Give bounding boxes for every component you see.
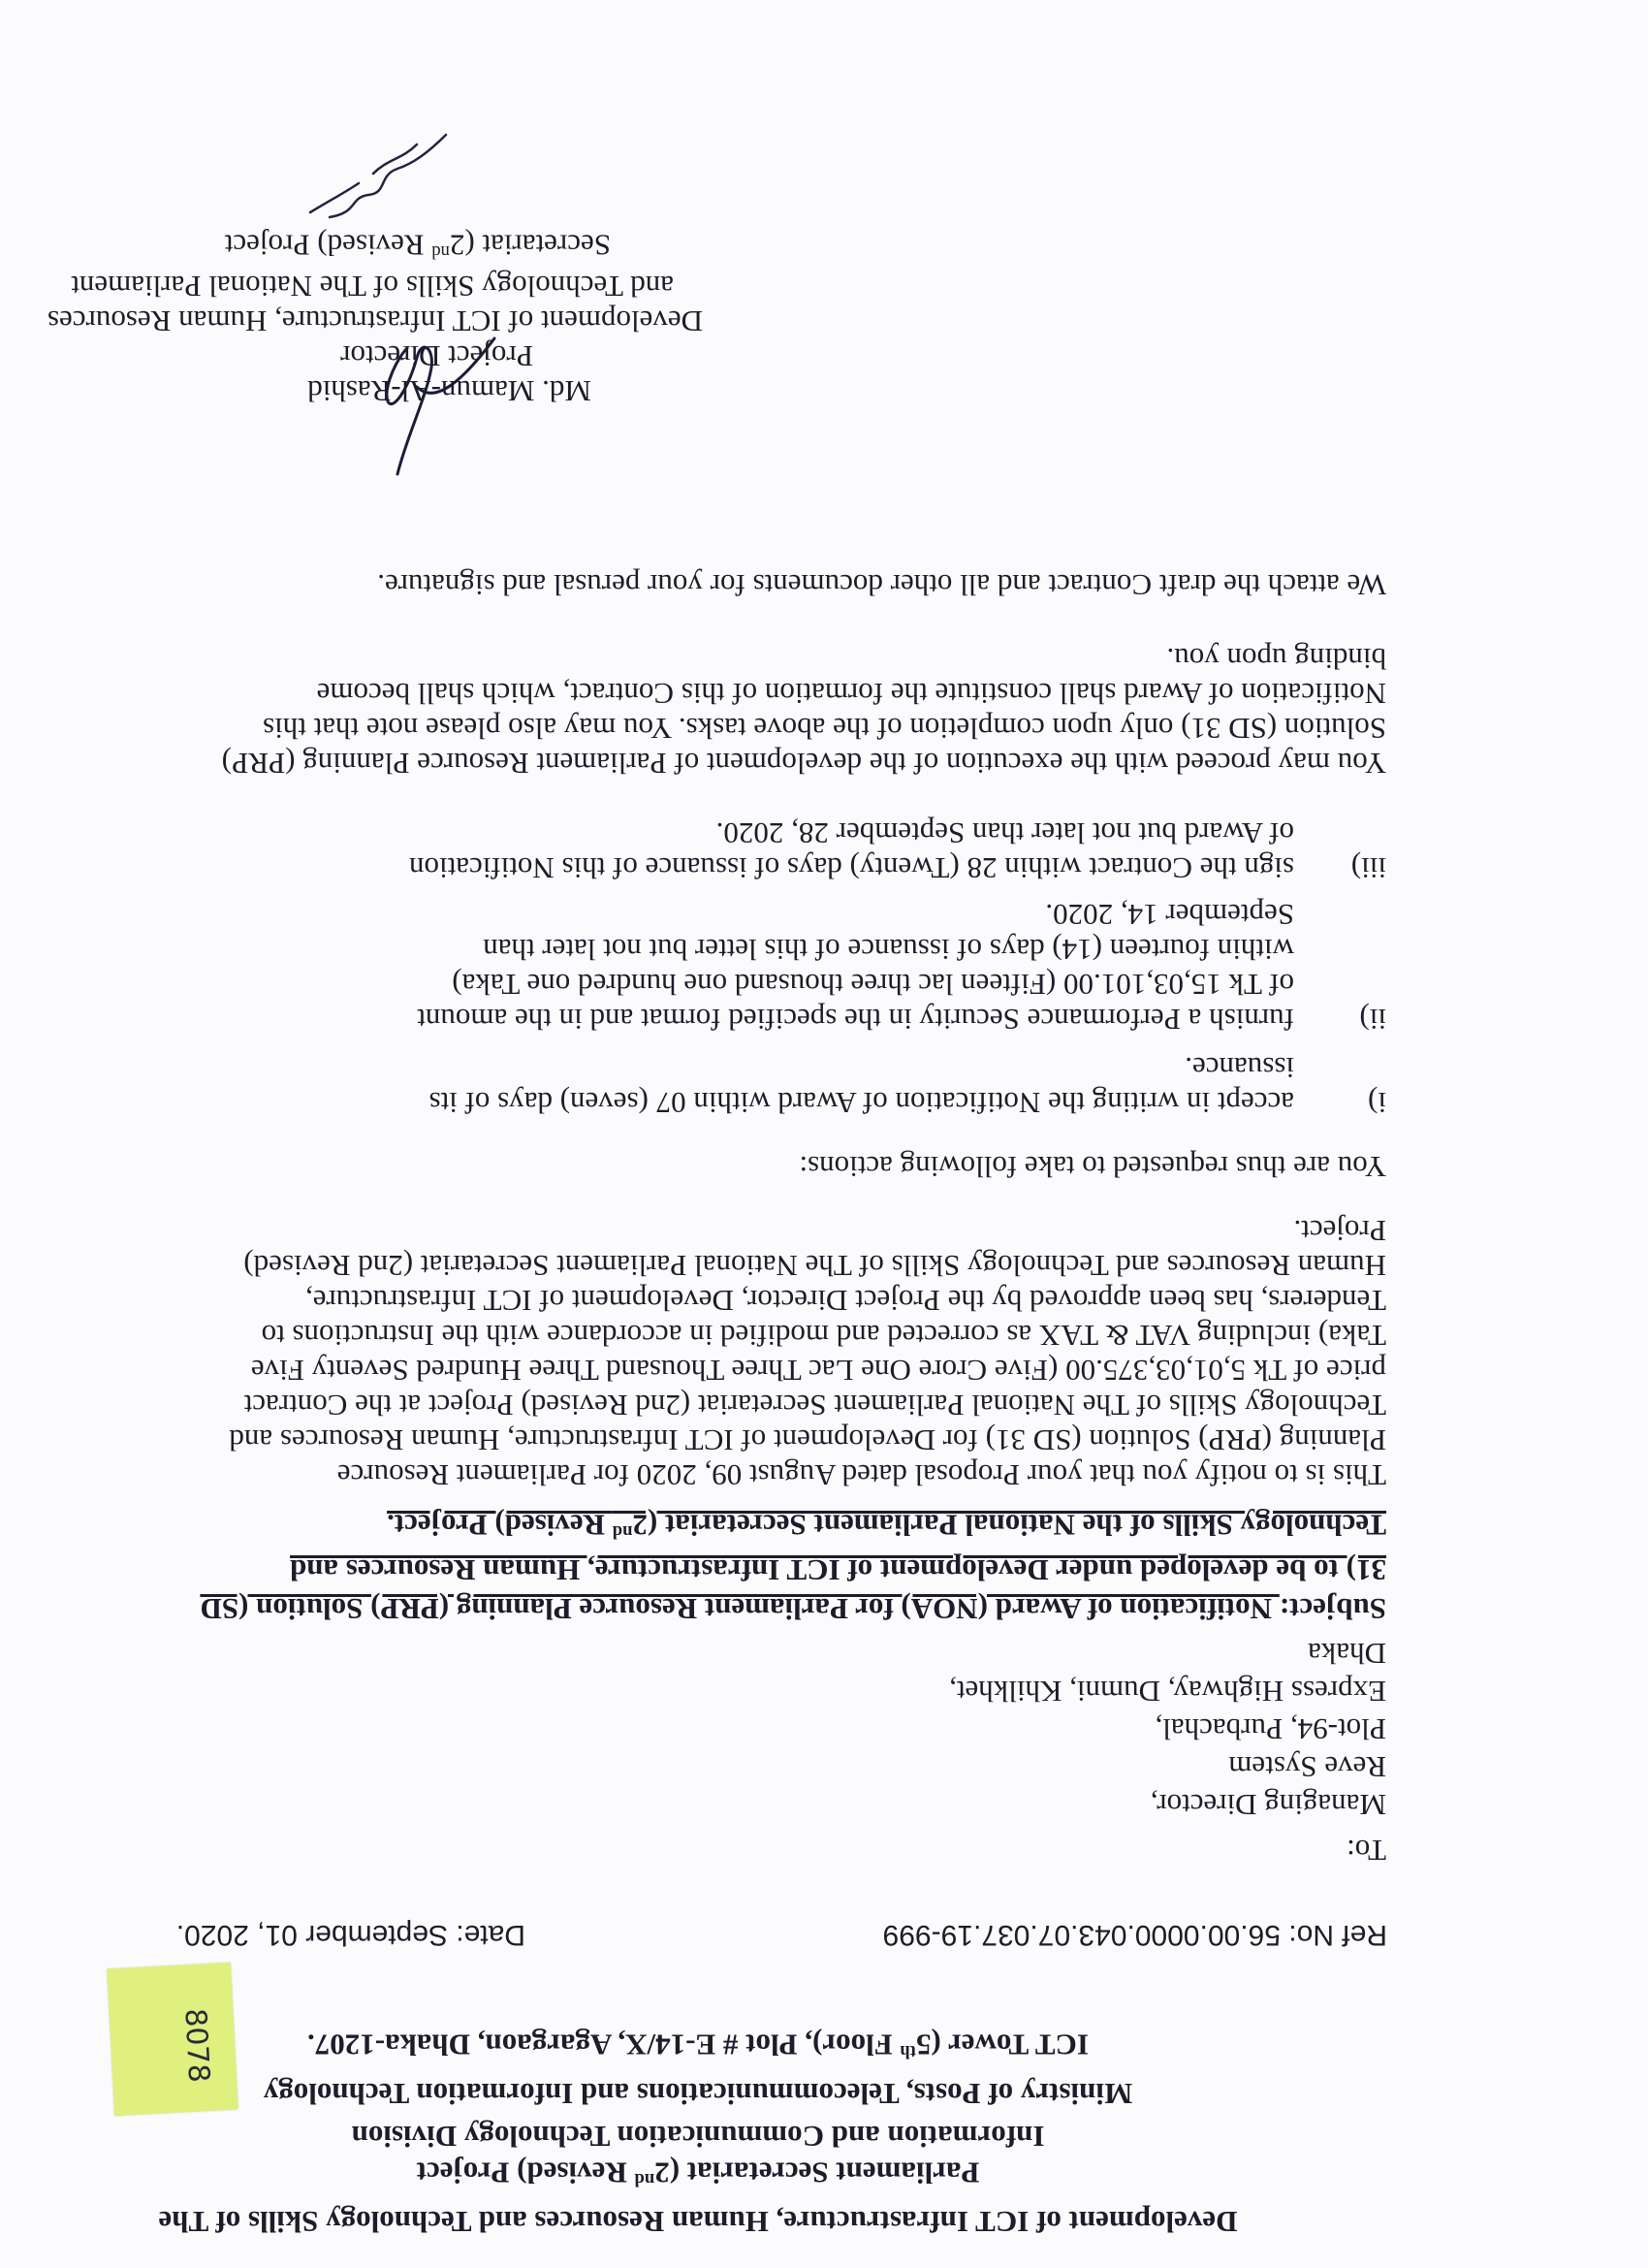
signatory-name: Md. Mamun-Al-Rashid: [307, 374, 591, 408]
subject-line-3: Technology Skills of the National Parliament Secretariat (2nd Revised) Project.: [387, 1508, 1386, 1543]
paragraph-line: Taka) including VAT & TAX as corrected and modified in accordance with the Instructions to: [261, 1319, 1386, 1353]
paragraph-line: Tenderers, has been approved by the Project Director, Development of ICT Infrastructure,: [304, 1284, 1386, 1318]
reference-number: Ref No: 56.00.0000.043.07.037.19-999: [882, 1919, 1387, 1951]
letterhead-line-5: ICT Tower (5th Floor), Plot # E-14/X, Agargaon, Dhaka-1207.: [307, 2028, 1089, 2062]
paragraph-line: This is to notify you that your Proposal dated August 09, 2020 for Parliament Resource: [336, 1458, 1386, 1492]
subject-block: [68, 1506, 1386, 1628]
subject-line-1: Notification of Award (NOA) for Parliament Resource Planning (PRP) Solution (SD: [200, 1592, 1280, 1626]
to-label: To:: [1347, 1834, 1386, 1868]
action-text: sign the Contract within 28 (Twenty) days of issuance of this Notification of Award but not later than September 28, 2020.: [408, 816, 1294, 885]
body-paragraph-3: [66, 641, 1386, 781]
letterhead-line-1: Development of ICT Infrastructure, Human Resources and Technology Skills of The: [158, 2205, 1238, 2239]
letterhead-line-4: Ministry of Posts, Telecommunications and Information Technology: [263, 2077, 1133, 2111]
signatory-org-line-3: Secretariat (2nd Revised) Project: [224, 228, 611, 263]
action-number: iii): [1350, 851, 1386, 885]
paragraph-line: Human Resources and Technology Skills of The National Parliament Secretariat (2nd Revised): [243, 1249, 1386, 1283]
paragraph-line: price of Tk 5,01,03,375.00 (Five Crore One Lac Three Thousand Three Hundred Seventy Five: [250, 1354, 1386, 1388]
paragraph-line: Project.: [1293, 1214, 1386, 1248]
recipient-line: Dhaka: [1308, 1637, 1386, 1671]
recipient-line: Plot-94, Purbachal,: [1155, 1712, 1386, 1746]
letter-date: Date: September 01, 2020.: [175, 1919, 525, 1951]
sticky-note-text: 8078: [177, 2007, 216, 2084]
recipient-line: Reve System: [1228, 1750, 1386, 1784]
body-paragraph-2: You are thus requested to take following actions:: [799, 1150, 1386, 1184]
signatory-org-line-2: and Technology Skills of The National Parliament: [71, 270, 674, 303]
paragraph-line: Technology Skills of The National Parliament Secretariat (2nd Revised) Project at the Contract: [243, 1389, 1386, 1422]
paragraph-line: Planning (PRP) Solution (SD 31) for Development of ICT Infrastructure, Human Resources and: [229, 1423, 1386, 1457]
paragraph-line: Solution (SD 31) only upon completion of the above tasks. You may also please note that this: [263, 712, 1386, 746]
recipient-line: Express Highway, Dumni, Khilkhet,: [949, 1675, 1386, 1709]
body-paragraph-1: [66, 1213, 1386, 1492]
action-text: accept in writing the Notification of Award within 07 (seven) days of its issuance.: [428, 1051, 1294, 1120]
signatory-org-line-1: Development of ICT Infrastructure, Human Resources: [47, 304, 703, 338]
subject-line-2: 31) to be developed under Development of ICT Infrastructure, Human Resources and: [290, 1553, 1386, 1587]
recipient-line: Managing Director,: [1150, 1788, 1386, 1822]
body-paragraph-4: We attach the draft Contract and all other documents for your perusal and signature.: [377, 568, 1386, 602]
paragraph-line: Notification of Award shall constitute the formation of this Contract, which shall become: [316, 677, 1386, 711]
action-number: ii): [1359, 1003, 1386, 1037]
subject-label: Subject:: [1279, 1592, 1386, 1626]
initials-scribble-icon: [301, 115, 456, 232]
action-text: furnish a Performance Security in the specified format and in the amount of Tk 15,03,101.00 (Fifteen lac three thousand one hundred one Taka) within fourteen (14) days of issuance of this letter but not later than September 14, 2020.: [417, 898, 1294, 1037]
paragraph-line: You may proceed with the execution of the development of Parliament Resource Planning (PRP): [221, 747, 1386, 781]
letterhead-line-2: Parliament Secretariat (2nd Revised) Project: [416, 2156, 980, 2190]
paragraph-line: binding upon you.: [1166, 642, 1386, 676]
signatory-title: Project Director: [340, 339, 533, 373]
sticky-note: [107, 1963, 238, 2116]
action-number: i): [1368, 1086, 1386, 1120]
letterhead-line-3: Information and Communication Technology Division: [351, 2120, 1045, 2154]
recipient-address: [949, 1635, 1386, 1869]
